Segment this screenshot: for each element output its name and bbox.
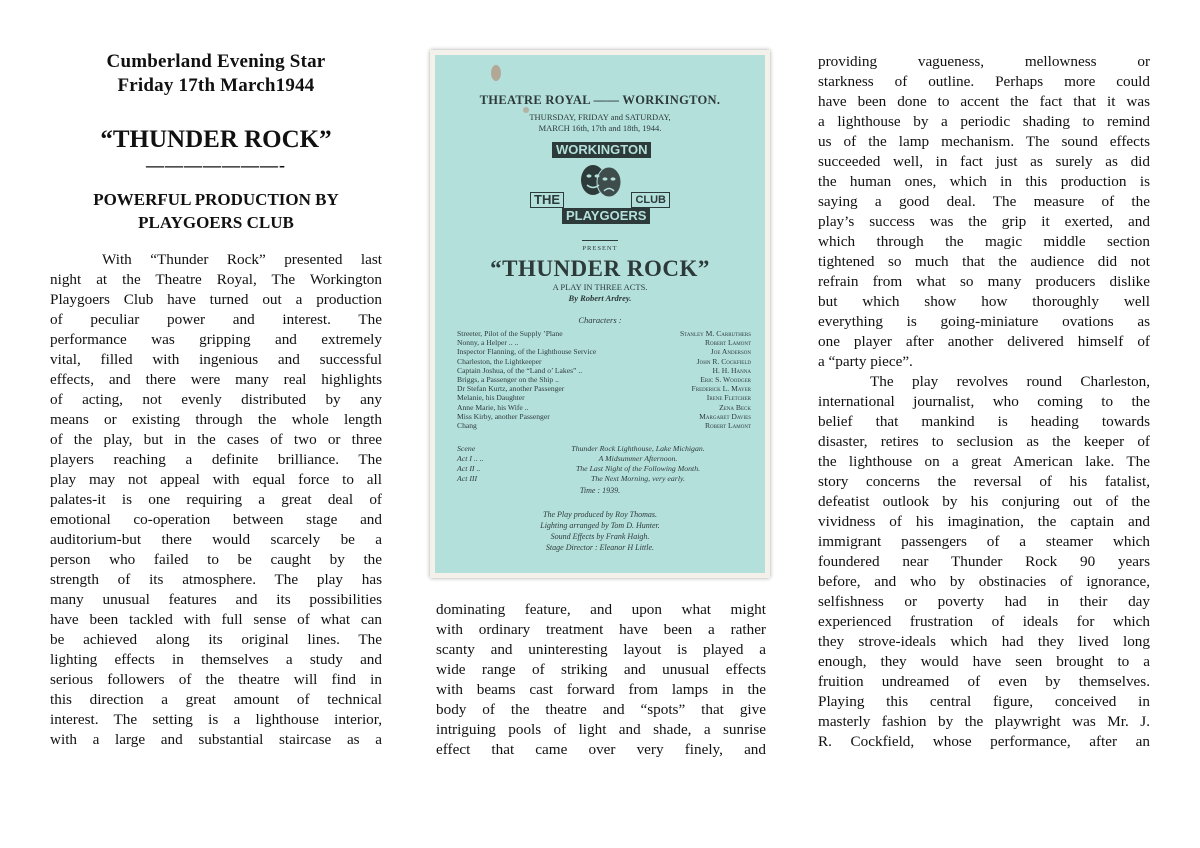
cast-role: Anne Marie, his Wife ..: [457, 402, 529, 412]
text-line: person who failed to be caught by the: [50, 551, 382, 568]
credit-line: The Play produced by Roy Thomas.: [543, 510, 657, 520]
text-line: with ordinary treatment have been a rather: [436, 621, 766, 638]
cast-row: [457, 421, 751, 430]
logo-the: THE: [530, 192, 564, 208]
column-3: [818, 52, 1150, 752]
text-line: the human ones, which in this production is: [818, 173, 1150, 190]
cast-row: [457, 329, 751, 338]
text-line: masterly fashion by the playwright was Mr. J.: [818, 713, 1150, 730]
text-line: vividness of his imagination, the captain and: [818, 513, 1150, 530]
text-line: defeatist outlook by his conjuring out of the: [818, 493, 1150, 510]
text-line: dominating feature, and upon what might: [436, 601, 766, 618]
cast-actor: Irene Fletcher: [706, 393, 751, 403]
text-line: effect that came over very finely, and: [436, 741, 766, 758]
scene-value: The Next Morning, very early.: [591, 474, 685, 484]
text-line: R. Cockfield, whose performance, after an: [818, 733, 1150, 750]
text-line: everything is going-miniature ovations as: [818, 313, 1150, 330]
text-line: fruition undreamed of even by themselves.: [818, 673, 1150, 690]
headline: “THUNDER ROCK”: [100, 126, 332, 153]
programme-title: “THUNDER ROCK”: [490, 256, 710, 281]
logo-playgoers: PLAYGOERS: [562, 208, 650, 224]
text-line: of peculiar power and interest. The: [50, 311, 382, 328]
cast-role: Inspector Flanning, of the Lighthouse Service: [457, 347, 597, 357]
cast-role: Captain Joshua, of the “Land o’ Lakes” ..: [457, 365, 583, 375]
article-body-part-1: [50, 250, 382, 750]
text-line: of acting, not evenly distributed by any: [50, 391, 382, 408]
text-line: night at the Theatre Royal, The Workington: [50, 271, 382, 288]
text-line: serious followers of the theatre will find in: [50, 671, 382, 688]
subheadline-line: PLAYGOERS CLUB: [138, 213, 294, 232]
publication-date: Friday 17th March1944: [117, 75, 315, 96]
scene-label: Act I .. ..: [457, 454, 484, 464]
column-2: [436, 50, 766, 760]
text-line: body of the theatre and “spots” that give: [436, 701, 766, 718]
cast-row: [457, 366, 751, 375]
text-line: be achieved along its original lines. The: [50, 631, 382, 648]
text-line: interest. The setting is a lighthouse interior,: [50, 711, 382, 728]
text-line: lighting effects in themselves a study and: [50, 651, 382, 668]
logo-club: CLUB: [631, 192, 670, 208]
cast-actor: Joe Anderson: [710, 347, 751, 357]
programme-date-line: THURSDAY, FRIDAY and SATURDAY,: [529, 112, 671, 122]
text-line: players reaching a definite brilliance. The: [50, 451, 382, 468]
cast-row: [457, 347, 751, 356]
cast-row: [457, 384, 751, 393]
text-line: Playgoers Club have turned out a production: [50, 291, 382, 308]
programme-dates: [435, 112, 765, 134]
text-line: which through the magic middle section: [818, 233, 1150, 250]
text-line: tightened so much that the audience did not: [818, 253, 1150, 270]
text-line: The play revolves round Charleston,: [870, 373, 1150, 390]
cast-actor: Zena Beck: [719, 402, 751, 412]
cast-row: [457, 338, 751, 347]
cast-role: Chang: [457, 421, 477, 431]
cast-role: Nonny, a Helper .. ..: [457, 338, 519, 348]
newspaper-name: Cumberland Evening Star: [106, 51, 326, 72]
text-line: many unusual features and its possibilities: [50, 591, 382, 608]
credit-line: Sound Effects by Frank Haigh.: [550, 532, 650, 542]
scene-row: [457, 454, 749, 464]
text-line: refrain from what so many producers dislike: [818, 273, 1150, 290]
programme-theatre: THEATRE ROYAL —— WORKINGTON.: [479, 93, 721, 107]
theatre-masks-icon: [578, 162, 624, 202]
cast-actor: Robert Lamont: [704, 338, 751, 348]
cast-list: [457, 329, 751, 430]
text-line: with beams cast forward from lamps in the: [436, 681, 766, 698]
text-line: international journalist, who coming to the: [818, 393, 1150, 410]
stain: [523, 107, 529, 113]
cast-role: Charleston, the Lightkeeper: [457, 356, 542, 366]
article-body-part-4: [818, 372, 1150, 752]
text-line: with a large and substantial staircase as a: [50, 731, 382, 748]
text-line: one player after another delivered himself of: [818, 333, 1150, 350]
divider: [582, 240, 618, 241]
scene-value: A Midsummer Afternoon.: [598, 454, 678, 464]
text-line: foundered near Thunder Rock 90 years: [818, 553, 1150, 570]
cast-row: [457, 412, 751, 421]
text-line: strength of its atmosphere. The play has: [50, 571, 382, 588]
cast-row: [457, 403, 751, 412]
text-line: before, and who by obstinacies of ignorance,: [818, 573, 1150, 590]
programme-time: Time : 1939.: [579, 486, 621, 496]
text-line: effects, and there were many real highlights: [50, 371, 382, 388]
text-line: they strove-ideals which had they lived long: [818, 633, 1150, 650]
programme-credits: [435, 509, 765, 553]
theatre-programme-image: [430, 50, 770, 578]
text-line: story concerns the reversal of his fatalist,: [818, 473, 1150, 490]
text-line: a “party piece”.: [818, 353, 913, 370]
subheadline: [50, 188, 382, 234]
text-line: vital, filled with ingenious and successful: [50, 351, 382, 368]
text-line: providing vagueness, mellowness or: [818, 53, 1150, 70]
programme-date-line: MARCH 16th, 17th and 18th, 1944.: [538, 123, 662, 133]
scene-label: Act II ..: [457, 464, 481, 474]
text-line: this direction a great amount of technical: [50, 691, 382, 708]
article-body-part-2: [436, 600, 766, 760]
article-body-part-3: [818, 52, 1150, 372]
cast-row: [457, 357, 751, 366]
headline-rule: ———————-: [146, 155, 286, 175]
text-line: auditorium-but there would scarcely be a: [50, 531, 382, 548]
text-line: have been done to accent the fact that it was: [818, 93, 1150, 110]
cast-actor: H. H. Hanna: [712, 365, 751, 375]
text-line: wide range of striking and unusual effects: [436, 661, 766, 678]
cast-actor: Stanley M. Carruthers: [679, 329, 751, 338]
text-line: us of the lamp mechanism. The sound effects: [818, 133, 1150, 150]
text-line: a lighthouse by a periodic shading to remind: [818, 113, 1150, 130]
playgoers-club-logo: [530, 142, 670, 234]
text-line: succeeded well, in fact just as surely as did: [818, 153, 1150, 170]
subheadline-line: POWERFUL PRODUCTION BY: [93, 190, 339, 209]
scene-list: [457, 444, 749, 484]
cast-actor: Robert Lamont: [704, 421, 751, 431]
cast-role: Streeter, Pilot of the Supply ’Plane: [457, 329, 563, 338]
credit-line: Lighting arranged by Tom D. Hunter.: [540, 521, 660, 531]
text-line: belief that mankind is heading towards: [818, 413, 1150, 430]
scene-value: Thunder Rock Lighthouse, Lake Michigan.: [571, 444, 705, 454]
text-line: intriguing pools of light and shade, a sunrise: [436, 721, 766, 738]
text-line: but which show how thoroughly well: [818, 293, 1150, 310]
text-line: selfishness or poverty had in their day: [818, 593, 1150, 610]
text-line: disaster, retires to seclusion as the keeper of: [818, 433, 1150, 450]
text-line: saying a good deal. The measure of the: [818, 193, 1150, 210]
scene-row: [457, 444, 749, 454]
cast-actor: Frederick L. Mayer: [691, 384, 751, 394]
text-line: play may not appeal with equal force to all: [50, 471, 382, 488]
scene-value: The Last Night of the Following Month.: [575, 464, 701, 474]
text-line: the lighthouse on a great American lake. The: [818, 453, 1150, 470]
masthead: [50, 50, 382, 98]
text-line: starkness of outline. Perhaps more could: [818, 73, 1150, 90]
scene-row: [457, 474, 749, 484]
programme-present: PRESENT: [582, 245, 618, 252]
cast-actor: Eric S. Woodger: [700, 375, 751, 385]
scene-label: Act III: [457, 474, 478, 484]
cast-row: [457, 393, 751, 402]
text-line: have been tackled with full sense of what can: [50, 611, 382, 628]
text-line: of the play, but in the cases of two or three: [50, 431, 382, 448]
text-line: emotional co-operation between stage and: [50, 511, 382, 528]
cast-role: Dr Stefan Kurtz, another Passenger: [457, 384, 565, 394]
scene-row: [457, 464, 749, 474]
characters-heading: Characters :: [578, 315, 622, 325]
text-line: immigrant passengers of a steamer which: [818, 533, 1150, 550]
cast-role: Melanie, his Daughter: [457, 393, 525, 403]
text-line: palates-it is one requiring a great deal of: [50, 491, 382, 508]
text-line: means or existing through the whole length: [50, 411, 382, 428]
cast-actor: John R. Cockfield: [696, 356, 751, 366]
programme-author: By Robert Ardrey.: [568, 293, 632, 303]
cast-row: [457, 375, 751, 384]
text-line: Playing this central figure, conceived in: [818, 693, 1150, 710]
credit-line: Stage Director : Eleanor H Little.: [545, 543, 655, 553]
scene-label: Scene: [457, 444, 476, 454]
logo-workington: WORKINGTON: [552, 142, 651, 158]
text-line: play’s success was the grip it exerted, and: [818, 213, 1150, 230]
text-line: experienced frustration of ideals for which: [818, 613, 1150, 630]
text-line: scanty and uninteresting layout is played a: [436, 641, 766, 658]
cast-actor: Margaret Davies: [699, 411, 751, 421]
cast-role: Briggs, a Passenger on the Ship ..: [457, 375, 559, 385]
text-line: performance was gripping and extremely: [50, 331, 382, 348]
column-1: [50, 50, 382, 750]
text-line: With “Thunder Rock” presented last: [102, 251, 382, 268]
cast-role: Miss Kirby, another Passenger: [457, 411, 550, 421]
programme-subtitle: A PLAY IN THREE ACTS.: [552, 282, 648, 292]
text-line: enough, they would have seen brought to a: [818, 653, 1150, 670]
stain: [491, 65, 501, 81]
